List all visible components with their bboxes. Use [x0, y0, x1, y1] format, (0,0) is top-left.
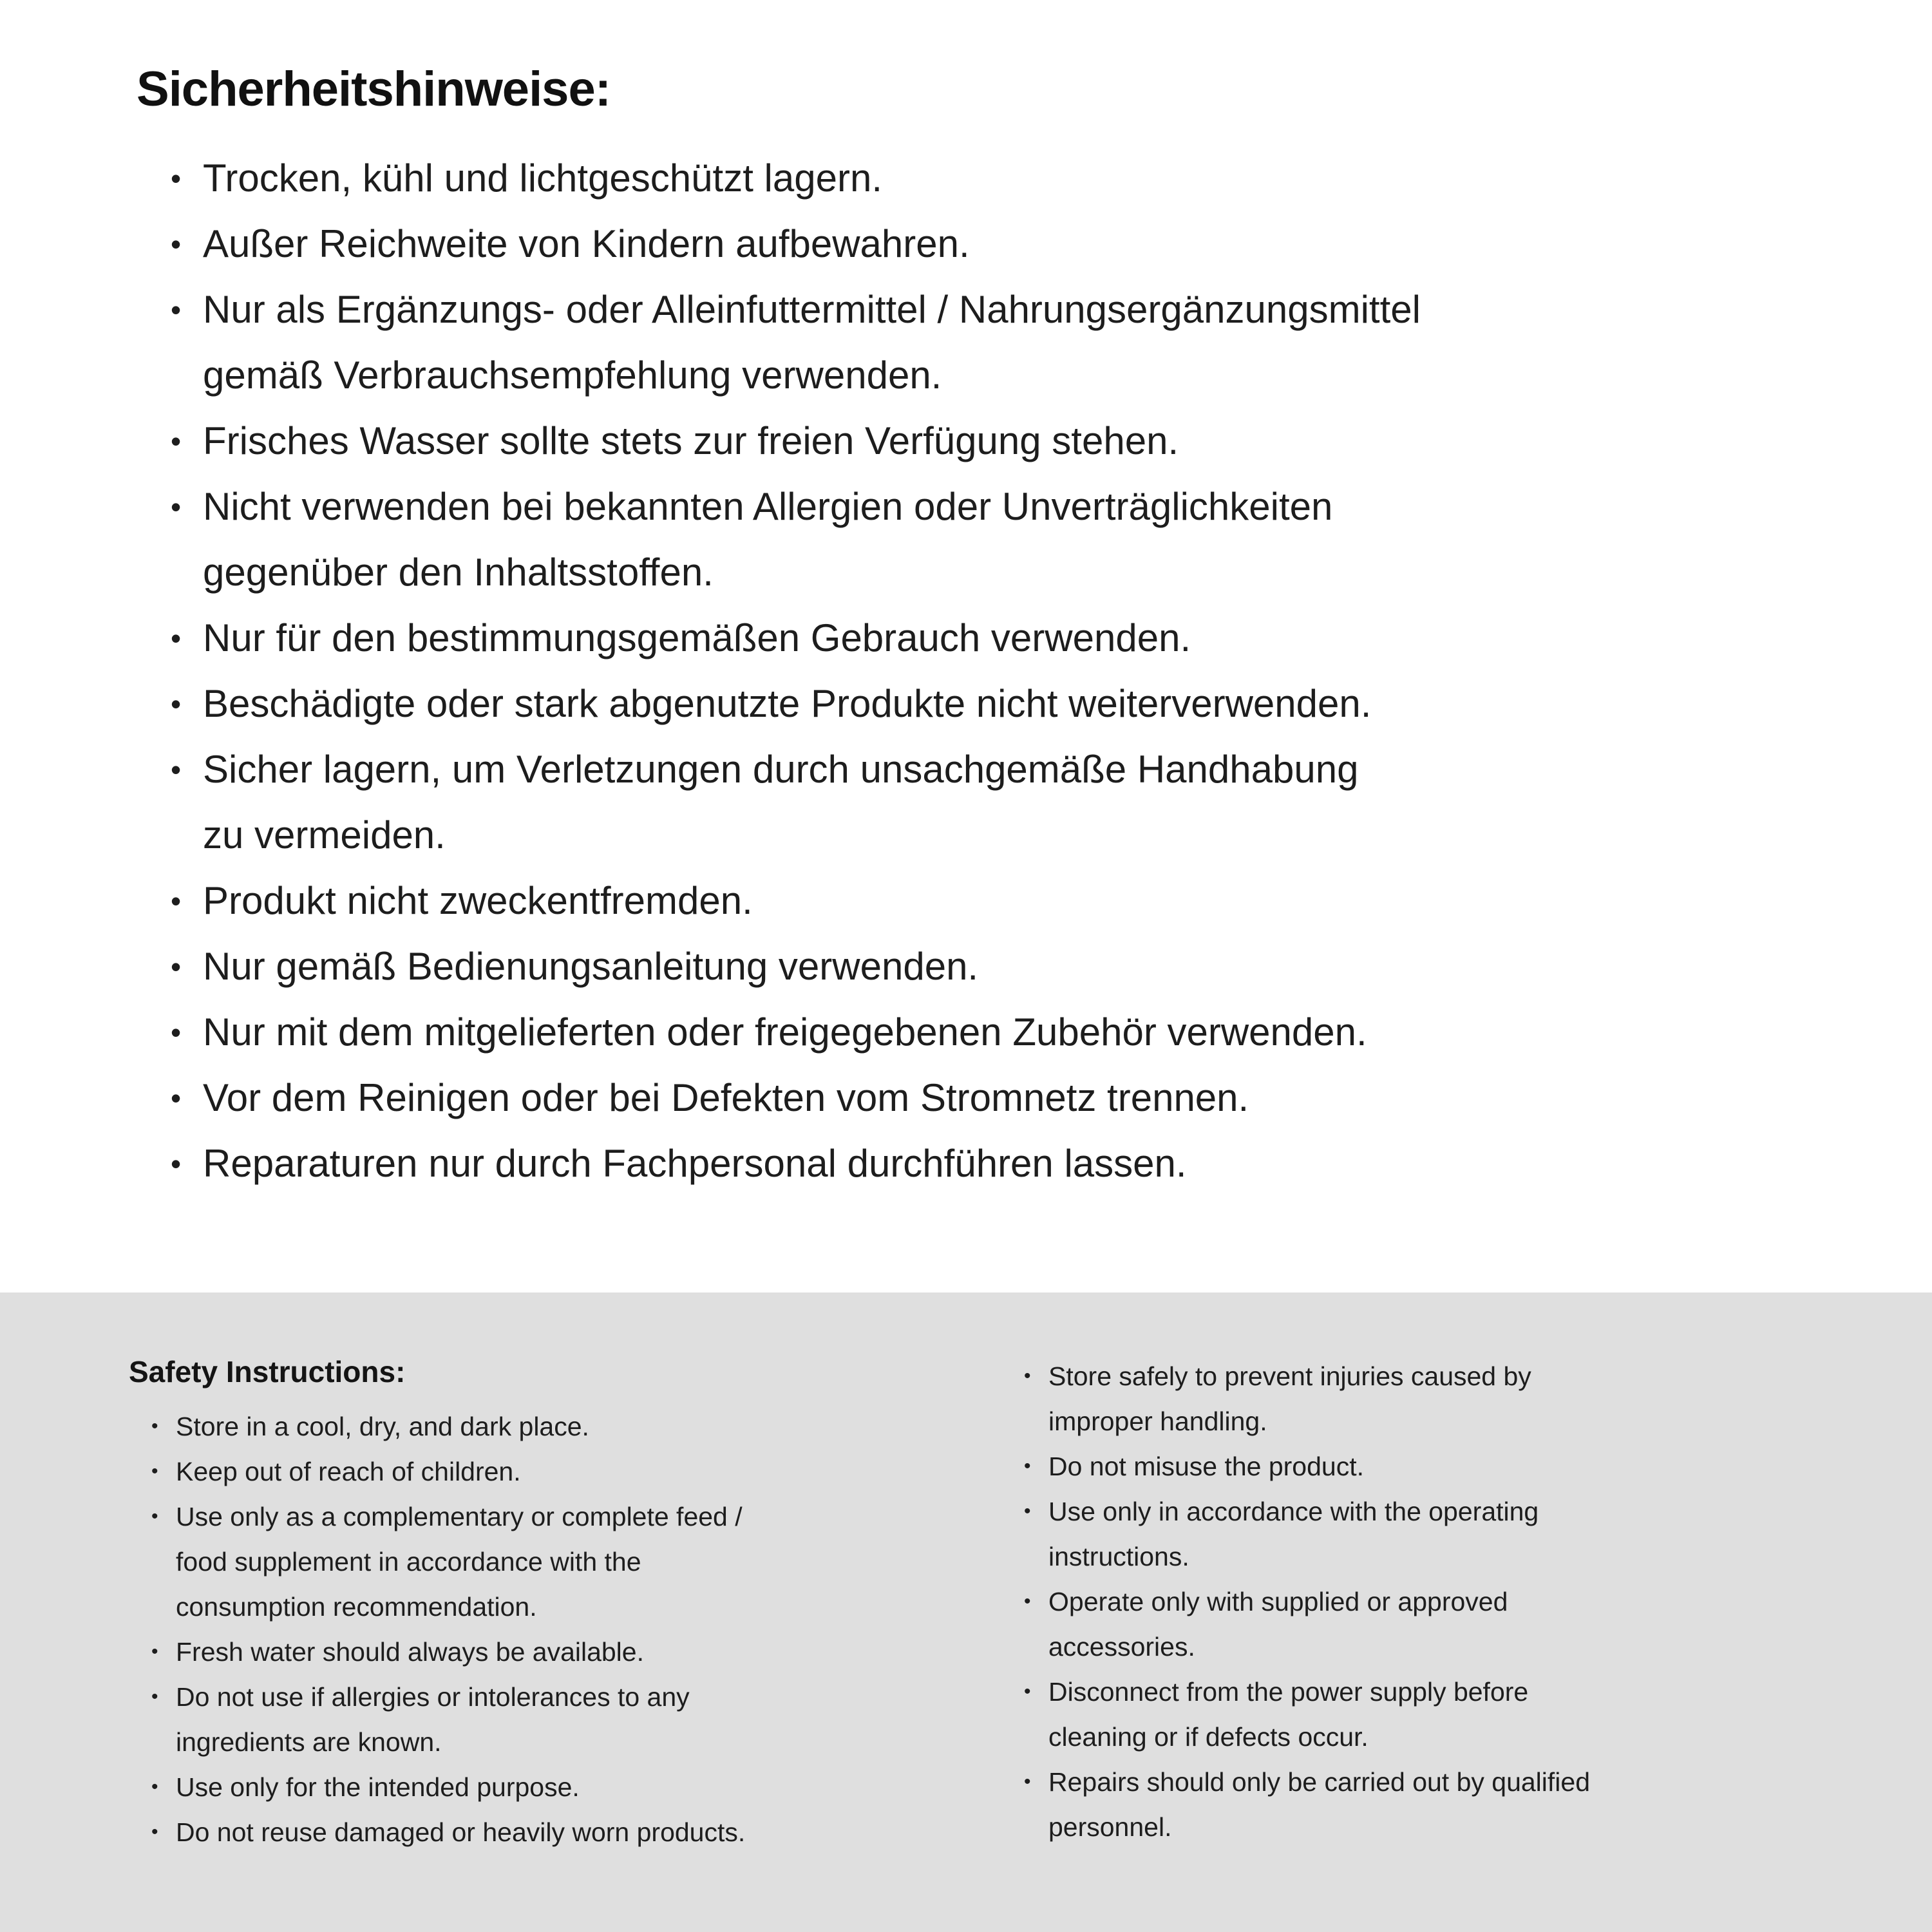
- text-line: Repairs should only be carried out by qualified: [1048, 1767, 1591, 1797]
- text-line: Nur für den bestimmungsgemäßen Gebrauch verwenden.: [203, 616, 1191, 659]
- bullet-icon: •: [151, 1416, 158, 1437]
- list-item-text: [203, 999, 1421, 1065]
- list-item: [171, 146, 1421, 211]
- english-right-column: [1024, 1354, 1874, 1850]
- bullet-icon: •: [151, 1641, 158, 1662]
- bullet-icon: •: [171, 227, 182, 261]
- list-item: [151, 1810, 985, 1855]
- bullet-icon: •: [171, 687, 182, 721]
- text-line: Nur gemäß Bedienungsanleitung verwenden.: [203, 945, 979, 988]
- list-item-text: [1048, 1579, 1874, 1669]
- text-line: Keep out of reach of children.: [176, 1457, 521, 1486]
- list-item: [171, 277, 1421, 408]
- list-item-text: [203, 1131, 1421, 1197]
- list-item: [1024, 1489, 1874, 1579]
- list-item: [151, 1765, 985, 1810]
- english-bullet-list-right: [1024, 1354, 1874, 1850]
- list-item-text: [203, 211, 1421, 277]
- list-item-text: [1048, 1759, 1874, 1850]
- bullet-icon: •: [171, 1147, 182, 1180]
- text-line: ingredients are known.: [176, 1727, 442, 1757]
- list-item-text: [176, 1810, 985, 1855]
- text-line: Trocken, kühl und lichtgeschützt lagern.: [203, 156, 883, 200]
- text-line: Nicht verwenden bei bekannten Allergien oder Unverträglichkeiten: [203, 485, 1333, 528]
- list-item-text: [176, 1765, 985, 1810]
- list-item-text: [203, 737, 1421, 868]
- text-line: accessories.: [1048, 1632, 1195, 1662]
- list-item: [171, 671, 1421, 737]
- text-line: Do not misuse the product.: [1048, 1452, 1364, 1481]
- list-item-text: [203, 605, 1421, 671]
- german-title: Sicherheitshinweise:: [137, 62, 611, 117]
- list-item-text: [203, 1065, 1421, 1131]
- list-item: [171, 1131, 1421, 1197]
- text-line: Produkt nicht zweckentfremden.: [203, 879, 753, 922]
- list-item: [1024, 1444, 1874, 1489]
- text-line: Store safely to prevent injuries caused by: [1048, 1361, 1531, 1391]
- bullet-icon: •: [171, 621, 182, 655]
- list-item: [1024, 1579, 1874, 1669]
- bullet-icon: •: [151, 1506, 158, 1527]
- bullet-icon: •: [1024, 1771, 1031, 1792]
- list-item: [151, 1449, 985, 1494]
- bullet-icon: •: [171, 753, 182, 786]
- list-item-text: [1048, 1444, 1874, 1489]
- bullet-icon: •: [151, 1821, 158, 1842]
- english-section: [0, 1293, 1932, 1932]
- list-item-text: [1048, 1669, 1874, 1759]
- text-line: Sicher lagern, um Verletzungen durch unsachgemäße Handhabung: [203, 748, 1359, 791]
- text-line: Use only in accordance with the operating: [1048, 1497, 1539, 1526]
- text-line: Fresh water should always be available.: [176, 1637, 644, 1667]
- list-item-text: [203, 277, 1421, 408]
- english-title: Safety Instructions:: [129, 1355, 406, 1388]
- text-line: Do not use if allergies or intolerances to any: [176, 1682, 690, 1712]
- text-line: Disconnect from the power supply before: [1048, 1677, 1529, 1707]
- german-bullet-list: [171, 146, 1421, 1197]
- list-item: [171, 1065, 1421, 1131]
- list-item: [151, 1494, 985, 1629]
- list-item-text: [176, 1404, 985, 1449]
- list-item-text: [203, 868, 1421, 934]
- text-line: Nur als Ergänzungs- oder Alleinfuttermittel / Nahrungsergänzungsmittel: [203, 288, 1421, 331]
- bullet-icon: •: [151, 1461, 158, 1482]
- text-line: zu vermeiden.: [203, 813, 446, 857]
- text-line: food supplement in accordance with the: [176, 1547, 641, 1577]
- english-bullet-list-left: [151, 1404, 985, 1855]
- list-item-text: [203, 146, 1421, 211]
- list-item: [1024, 1354, 1874, 1444]
- list-item-text: [203, 408, 1421, 474]
- list-item: [171, 605, 1421, 671]
- bullet-icon: •: [171, 293, 182, 327]
- bullet-icon: •: [171, 884, 182, 918]
- text-line: Außer Reichweite von Kindern aufbewahren.: [203, 222, 970, 265]
- english-left-column: [129, 1349, 985, 1855]
- bullet-icon: •: [1024, 1681, 1031, 1702]
- text-line: Beschädigte oder stark abgenutzte Produkte nicht weiterverwenden.: [203, 682, 1372, 725]
- text-line: gegenüber den Inhaltsstoffen.: [203, 551, 714, 594]
- bullet-icon: •: [1024, 1591, 1031, 1612]
- bullet-icon: •: [171, 424, 182, 458]
- text-line: Use only for the intended purpose.: [176, 1772, 580, 1802]
- list-item: [171, 934, 1421, 999]
- list-item-text: [176, 1494, 985, 1629]
- text-line: Vor dem Reinigen oder bei Defekten vom Stromnetz trennen.: [203, 1076, 1249, 1119]
- text-line: cleaning or if defects occur.: [1048, 1722, 1368, 1752]
- list-item-text: [203, 934, 1421, 999]
- list-item: [171, 737, 1421, 868]
- list-item: [171, 999, 1421, 1065]
- list-item: [171, 474, 1421, 605]
- list-item: [171, 868, 1421, 934]
- text-line: Operate only with supplied or approved: [1048, 1587, 1508, 1616]
- bullet-icon: •: [151, 1776, 158, 1797]
- bullet-icon: •: [151, 1686, 158, 1707]
- list-item-text: [203, 671, 1421, 737]
- list-item: [151, 1629, 985, 1674]
- text-line: Nur mit dem mitgelieferten oder freigegebenen Zubehör verwenden.: [203, 1010, 1367, 1054]
- bullet-icon: •: [171, 950, 182, 983]
- text-line: Frisches Wasser sollte stets zur freien Verfügung stehen.: [203, 419, 1179, 462]
- bullet-icon: •: [171, 490, 182, 524]
- list-item-text: [176, 1629, 985, 1674]
- text-line: Do not reuse damaged or heavily worn products.: [176, 1817, 746, 1847]
- list-item: [1024, 1759, 1874, 1850]
- text-line: consumption recommendation.: [176, 1592, 537, 1622]
- list-item-text: [176, 1674, 985, 1765]
- list-item-text: [176, 1449, 985, 1494]
- text-line: Store in a cool, dry, and dark place.: [176, 1412, 589, 1441]
- bullet-icon: •: [171, 1016, 182, 1049]
- text-line: improper handling.: [1048, 1406, 1267, 1436]
- bullet-icon: •: [171, 162, 182, 195]
- text-line: instructions.: [1048, 1542, 1189, 1571]
- bullet-icon: •: [1024, 1365, 1031, 1387]
- list-item: [151, 1674, 985, 1765]
- text-line: Use only as a complementary or complete feed /: [176, 1502, 743, 1531]
- text-line: personnel.: [1048, 1812, 1172, 1842]
- bullet-icon: •: [171, 1081, 182, 1115]
- bullet-icon: •: [1024, 1455, 1031, 1477]
- list-item-text: [203, 474, 1421, 605]
- list-item: [1024, 1669, 1874, 1759]
- text-line: Reparaturen nur durch Fachpersonal durchführen lassen.: [203, 1142, 1187, 1185]
- bullet-icon: •: [1024, 1501, 1031, 1522]
- list-item-text: [1048, 1354, 1874, 1444]
- list-item: [151, 1404, 985, 1449]
- list-item-text: [1048, 1489, 1874, 1579]
- list-item: [171, 408, 1421, 474]
- text-line: gemäß Verbrauchsempfehlung verwenden.: [203, 354, 942, 397]
- list-item: [171, 211, 1421, 277]
